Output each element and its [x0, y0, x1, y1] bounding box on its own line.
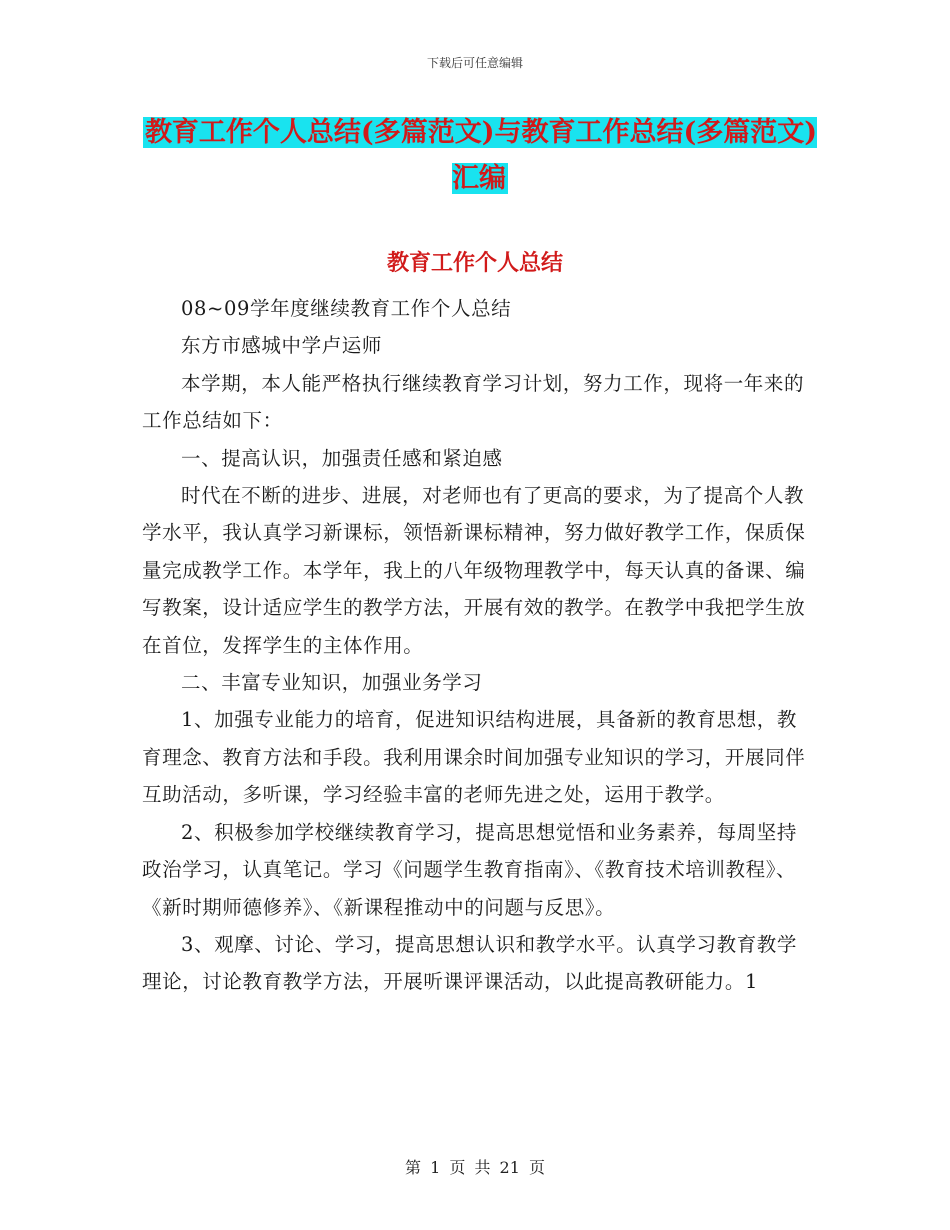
page-number-footer: 第 1 页 共 21 页 [405, 1158, 545, 1177]
paragraph-item-3: 3、观摩、讨论、学习，提高思想认识和教学水平。认真学习教育教学理论，讨论教育教学方法，开展听课评课活动，以此提高教研能力。1 [142, 932, 798, 994]
document-body [142, 290, 810, 1001]
paragraph-author: 东方市感城中学卢运师 [181, 334, 383, 358]
heading-section-1: 一、提高认识，加强责任感和紧迫感 [181, 446, 503, 470]
section-title: 教育工作个人总结 [386, 250, 563, 276]
paragraph-year-title: 08~09学年度继续教育工作个人总结 [181, 297, 512, 320]
document-title-text: 教育工作个人总结(多篇范文)与教育工作总结(多篇范文)汇编 [144, 117, 818, 194]
document-title [140, 110, 820, 202]
heading-section-2: 二、丰富专业知识，加强业务学习 [181, 671, 483, 695]
paragraph-intro: 本学期，本人能严格执行继续教育学习计划，努力工作，现将一年来的工作总结如下： [142, 371, 805, 433]
paragraph-item-1: 1、加强专业能力的培育，促进知识结构进展，具备新的教育思想，教育理念、教育方法和手段。我利用课余时间加强专业知识的学习，开展同伴互助活动，多听课，学习经验丰富的老师先进之处，运用于教学。 [142, 708, 806, 807]
paragraph-item-2: 2、积极参加学校继续教育学习，提高思想觉悟和业务素养，每周坚持政治学习，认真笔记。学习《问题学生教育指南》、《教育技术培训教程》、《新时期师德修养》、《新课程推动中的问题与反思》。 [142, 820, 798, 919]
page-header-note: 下载后可任意编辑 [426, 56, 523, 70]
paragraph-section-1: 时代在不断的进步、进展，对老师也有了更高的要求，为了提高个人教学水平，我认真学习新课标，领悟新课标精神，努力做好教学工作，保质保量完成教学工作。本学年，我上的八年级物理教学中，每天认真的备课、编写教案，设计适应学生的教学方法，开展有效的教学。在教学中我把学生放在首位，发挥学生的主体作用。 [142, 484, 806, 657]
